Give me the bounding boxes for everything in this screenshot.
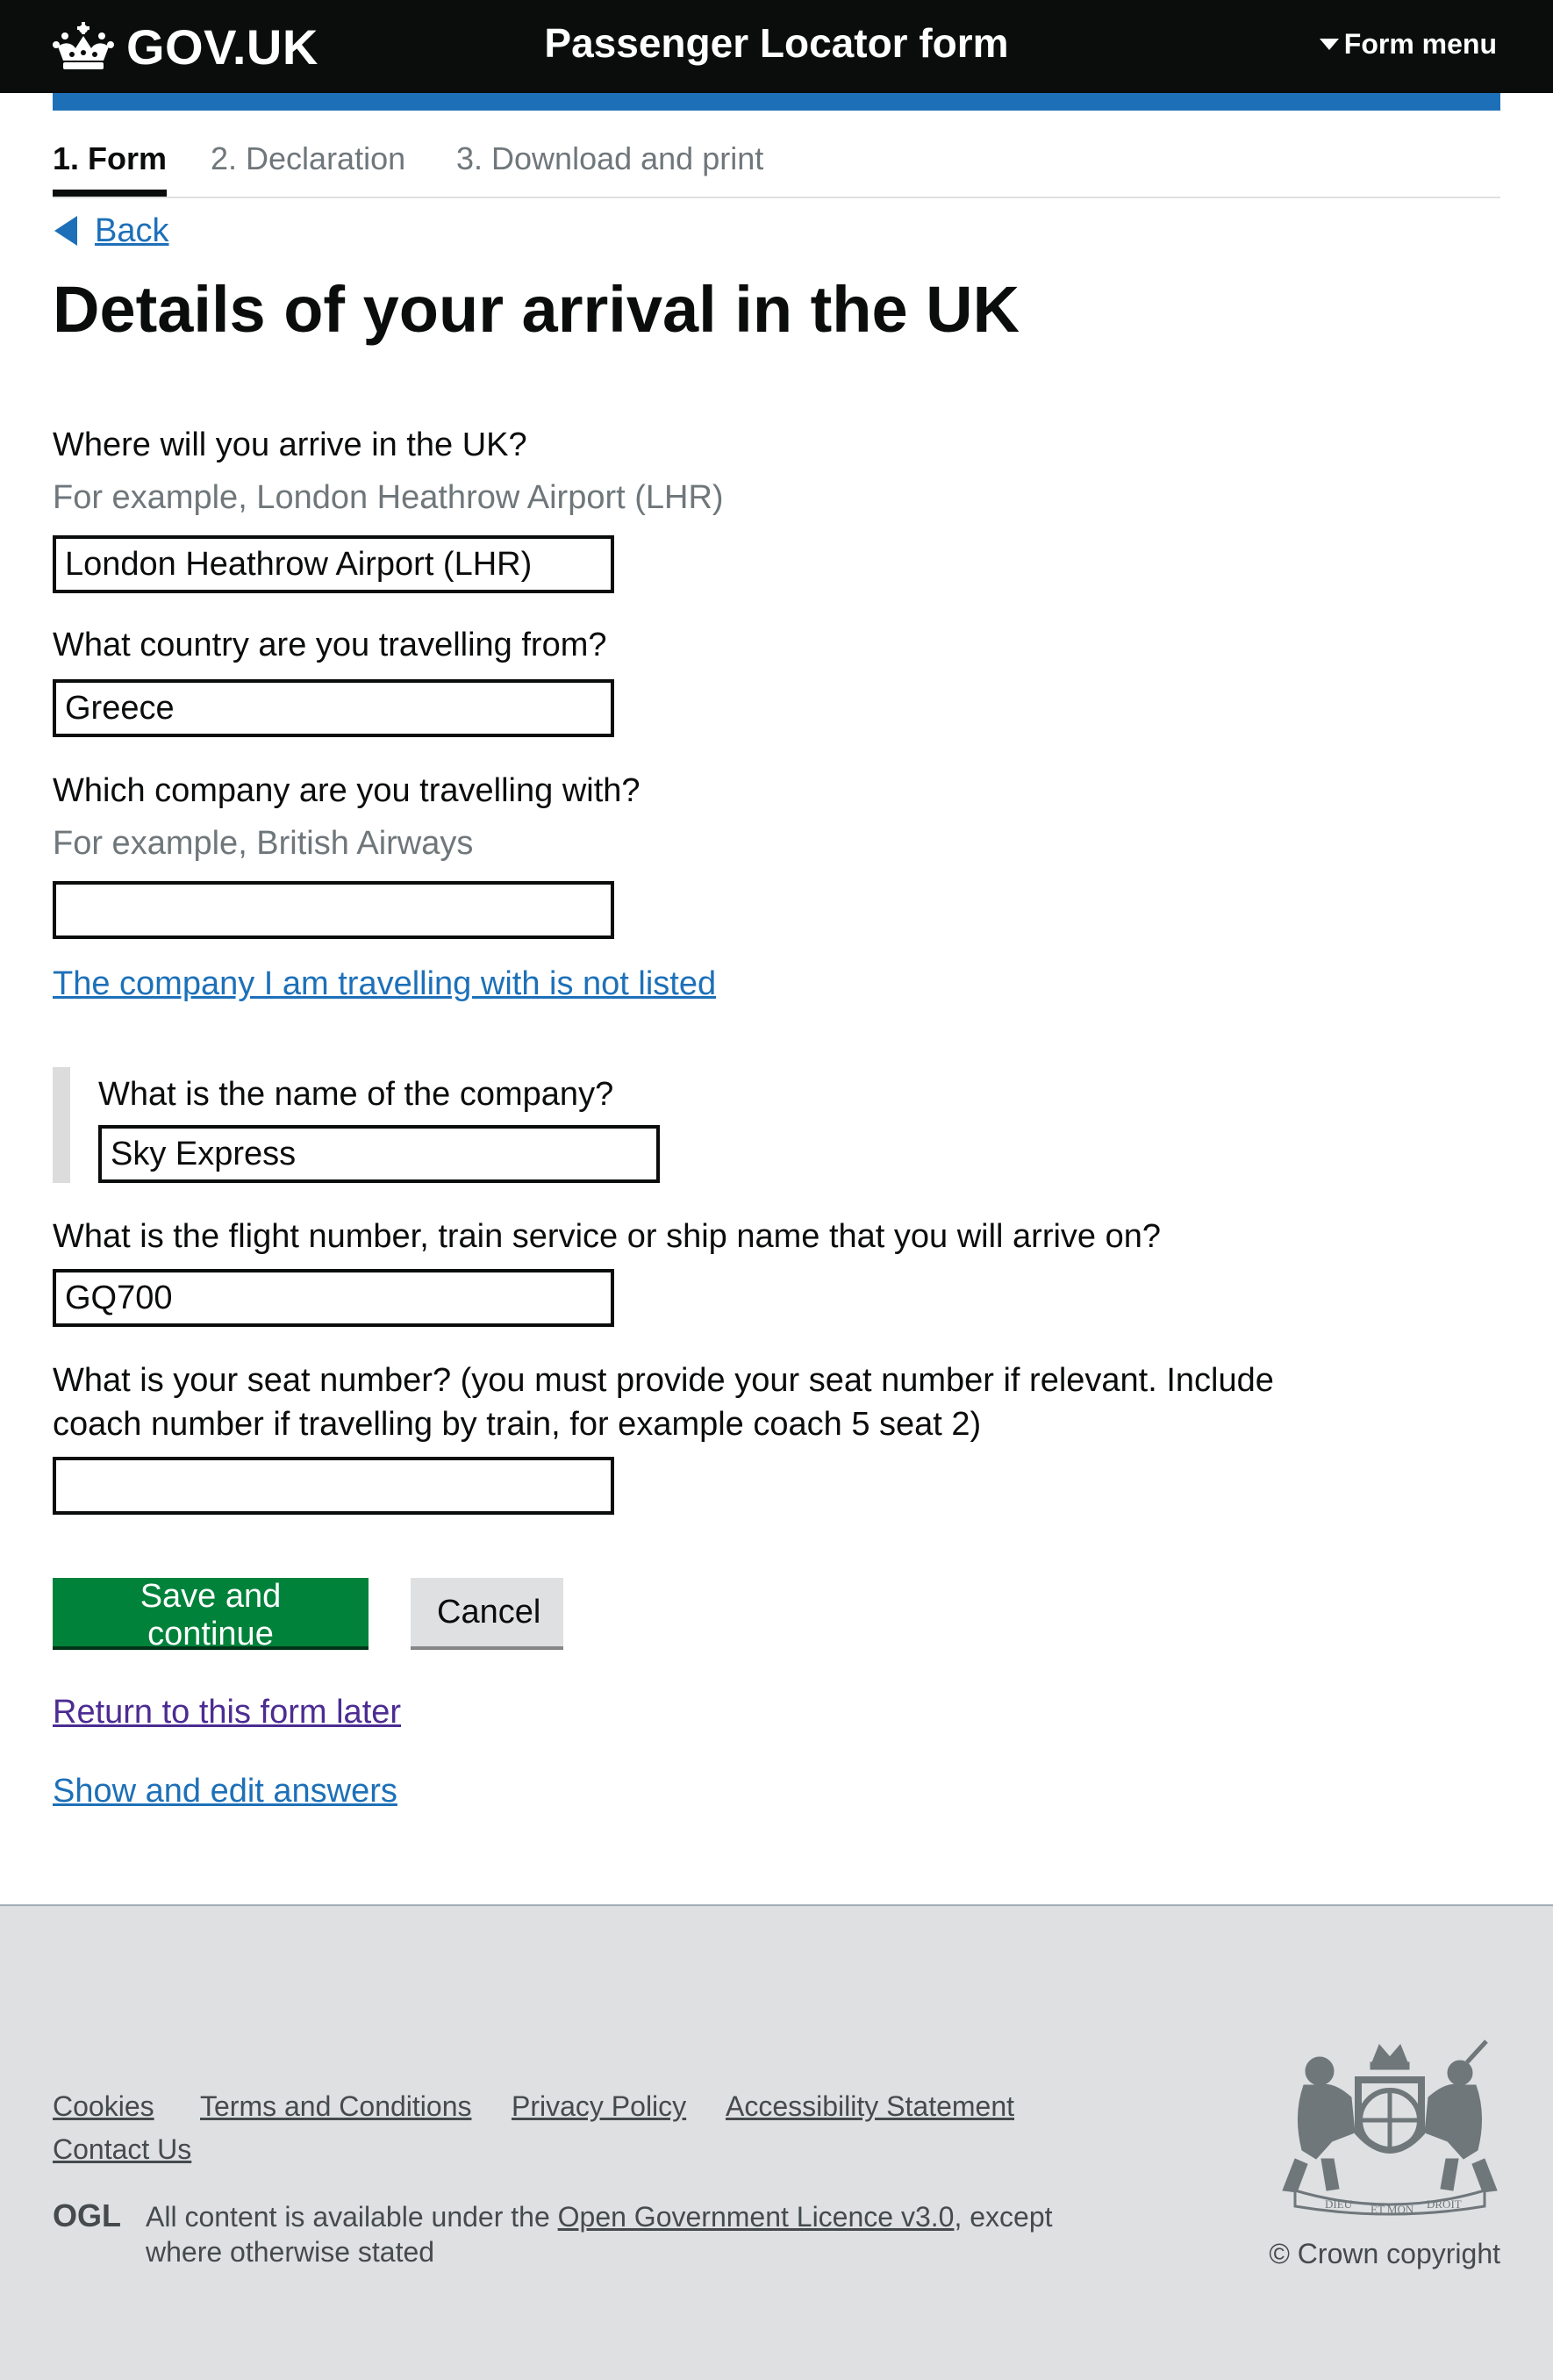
crest-motto-left: DIEU: [1325, 2197, 1353, 2211]
company-hint: For example, British Airways: [53, 825, 474, 862]
country-from-label: What country are you travelling from?: [53, 627, 607, 663]
flight-number-label: What is the flight number, train service or ship name that you will arrive on?: [53, 1218, 1162, 1255]
company-not-listed-link[interactable]: The company I am travelling with is not listed: [53, 965, 717, 1002]
ogl-logo-icon: [53, 2199, 126, 2233]
footer-link-cookies[interactable]: Cookies: [53, 2090, 154, 2122]
seat-number-input[interactable]: [53, 1457, 614, 1515]
header: [0, 0, 1553, 93]
form-menu-label: Form menu: [1343, 28, 1497, 60]
licence-text: [146, 2199, 1111, 2269]
service-name[interactable]: Passenger Locator form: [544, 20, 1009, 66]
back-arrow-icon: [54, 216, 77, 246]
footer-link-privacy[interactable]: Privacy Policy: [512, 2090, 687, 2122]
footer-link-terms[interactable]: Terms and Conditions: [200, 2090, 472, 2122]
save-and-continue-button[interactable]: Save and continue: [53, 1578, 369, 1646]
ogl-logo-text: OGL: [53, 2199, 121, 2233]
company-name-label: What is the name of the company?: [98, 1076, 614, 1113]
country-from-input[interactable]: [53, 679, 614, 737]
company-input[interactable]: [53, 881, 614, 939]
page-title: Details of your arrival in the UK: [53, 273, 1020, 346]
crest-motto-right: DROIT: [1427, 2197, 1462, 2211]
progress-tabs: [53, 135, 1500, 198]
cancel-button[interactable]: Cancel: [411, 1578, 563, 1646]
arrival-point-label: Where will you arrive in the UK?: [53, 427, 527, 463]
flight-number-input[interactable]: [53, 1269, 614, 1327]
back-link[interactable]: [54, 209, 168, 253]
show-edit-answers-link[interactable]: Show and edit answers: [53, 1773, 397, 1810]
return-later-link[interactable]: Return to this form later: [53, 1694, 402, 1731]
crest-motto-mid: ET MON: [1371, 2203, 1414, 2216]
company-label: Which company are you travelling with?: [53, 772, 641, 809]
royal-coat-of-arms-icon: [1277, 2036, 1502, 2222]
crown-copyright-link[interactable]: © Crown copyright: [1269, 2238, 1500, 2269]
tab-download-print[interactable]: 3. Download and print: [456, 140, 764, 176]
footer-link-accessibility[interactable]: Accessibility Statement: [726, 2090, 1015, 2122]
conditional-reveal-bar: [53, 1067, 70, 1183]
caret-down-icon: [1320, 39, 1339, 50]
logo-text: GOV.UK: [126, 18, 318, 75]
tab-form[interactable]: 1. Form: [53, 140, 167, 197]
arrival-point-input[interactable]: [53, 535, 614, 593]
licence-suffix: , except where otherwise stated: [146, 2201, 1053, 2268]
company-name-input[interactable]: [98, 1125, 660, 1183]
footer-link-contact[interactable]: Contact Us: [53, 2133, 192, 2165]
arrival-point-hint: For example, London Heathrow Airport (LHR): [53, 479, 724, 516]
seat-number-label-line1: What is your seat number? (you must provide your seat number if relevant. Include: [53, 1362, 1274, 1399]
form-menu-toggle[interactable]: [1320, 28, 1497, 61]
seat-number-label-line2: coach number if travelling by train, for example coach 5 seat 2): [53, 1406, 982, 1443]
footer: [0, 1904, 1553, 2380]
tab-declaration[interactable]: 2. Declaration: [211, 140, 406, 176]
back-link-label: Back: [95, 211, 169, 249]
licence-prefix: All content is available under the: [146, 2201, 558, 2233]
open-government-licence-link[interactable]: Open Government Licence v3.0: [557, 2201, 955, 2233]
header-accent-bar: [53, 93, 1500, 111]
